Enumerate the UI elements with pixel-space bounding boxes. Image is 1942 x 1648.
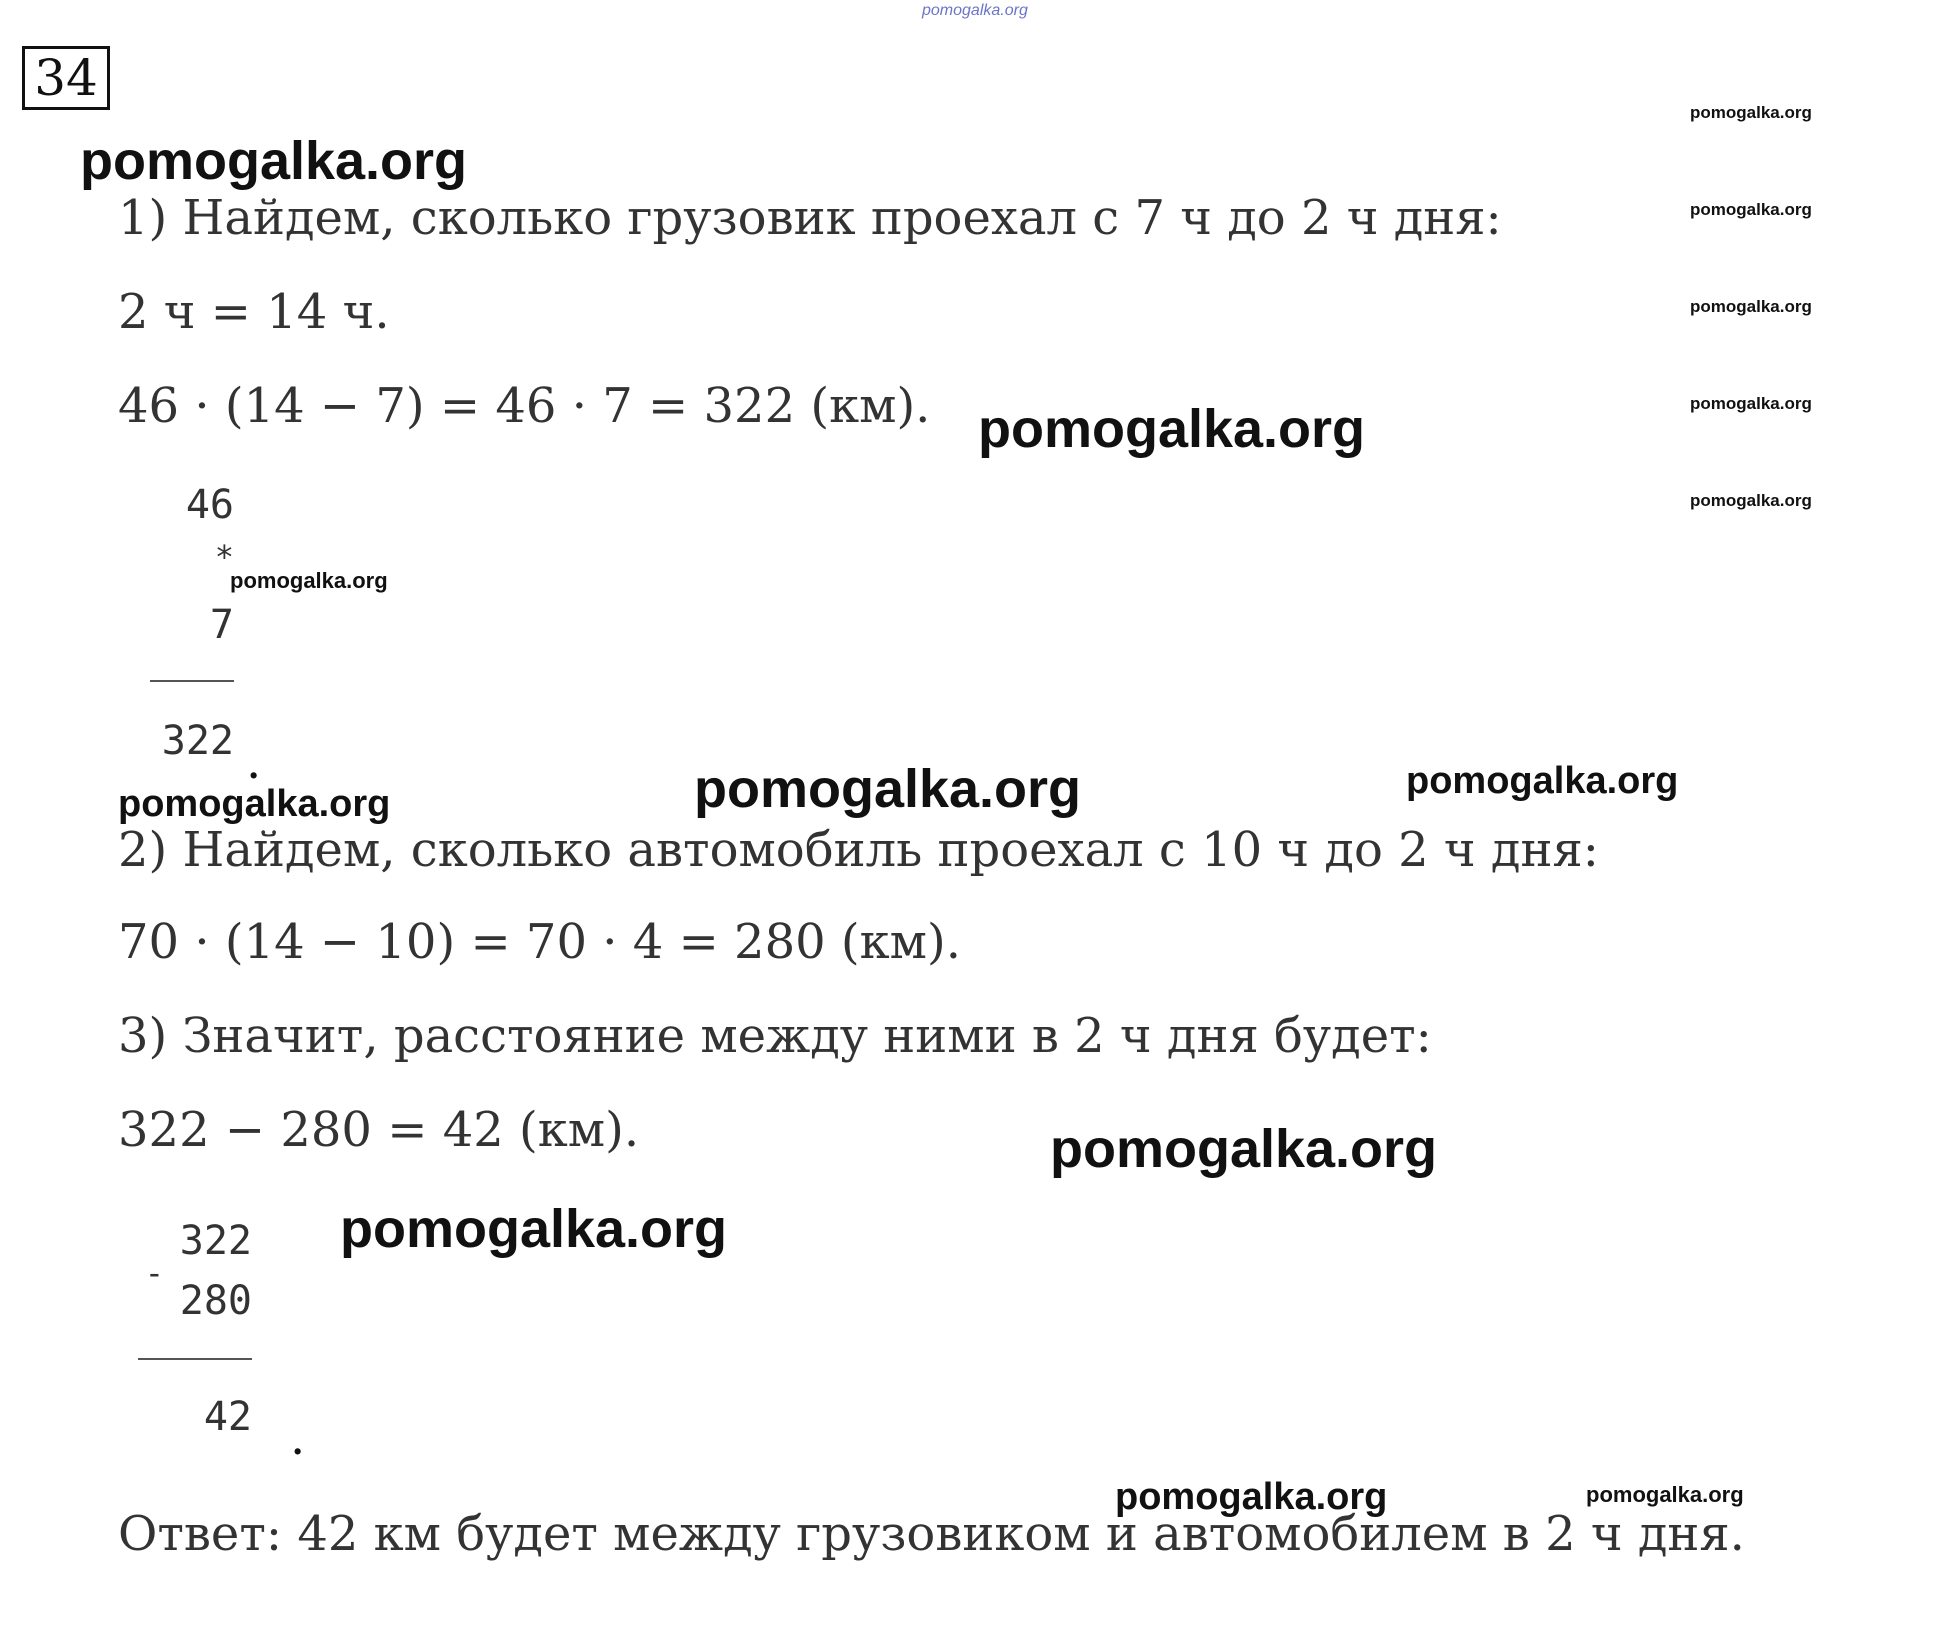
watermark: pomogalka.org: [1050, 1119, 1438, 1179]
step-3-text: 3) Значит, расстояние между ними в 2 ч дня будет:: [118, 1008, 1432, 1064]
watermark: pomogalka.org: [1690, 297, 1812, 316]
column-sub-line: [138, 1358, 252, 1360]
column-mult-operator: *: [214, 538, 234, 576]
column-mult-result: 322: [161, 718, 234, 764]
calculation-1: 46 · (14 − 7) = 46 · 7 = 322 (км).: [118, 378, 931, 434]
watermark: pomogalka.org: [1690, 103, 1812, 122]
column-mult-multiplier: 7: [209, 602, 234, 648]
watermark: pomogalka.org: [1586, 1482, 1744, 1507]
watermark: pomogalka.org: [1406, 760, 1679, 802]
column-sub-end: .: [290, 1410, 306, 1466]
step-1-text: 1) Найдем, сколько грузовик проехал с 7 ч до 2 ч дня:: [118, 190, 1502, 246]
watermark: pomogalka.org: [1690, 394, 1812, 413]
step-2-text: 2) Найдем, сколько автомобиль проехал с 10 ч до 2 ч дня:: [118, 822, 1599, 878]
column-mult-multiplicand: 46: [185, 482, 234, 528]
column-mult-end: .: [246, 734, 262, 790]
column-sub-subtrahend: 280: [179, 1278, 252, 1324]
header-watermark: pomogalka.org: [922, 2, 1028, 19]
watermark: pomogalka.org: [80, 131, 468, 191]
column-sub-operator: -: [144, 1254, 164, 1292]
calculation-2: 70 · (14 − 10) = 70 · 4 = 280 (км).: [118, 914, 961, 970]
calculation-3: 322 − 280 = 42 (км).: [118, 1102, 640, 1158]
column-sub-result: 42: [203, 1394, 252, 1440]
watermark: pomogalka.org: [340, 1199, 728, 1259]
column-mult-line: [150, 680, 234, 682]
time-conversion: 2 ч = 14 ч.: [118, 284, 390, 340]
answer-text: Ответ: 42 км будет между грузовиком и автомобилем в 2 ч дня.: [118, 1506, 1745, 1562]
watermark: pomogalka.org: [1690, 200, 1812, 219]
watermark: pomogalka.org: [1115, 1476, 1388, 1518]
watermark: pomogalka.org: [978, 399, 1366, 459]
watermark: pomogalka.org: [118, 783, 391, 825]
watermark: pomogalka.org: [1690, 491, 1812, 510]
column-sub-minuend: 322: [179, 1218, 252, 1264]
watermark: pomogalka.org: [230, 568, 388, 593]
watermark: pomogalka.org: [694, 759, 1082, 819]
task-number: 34: [22, 46, 110, 110]
